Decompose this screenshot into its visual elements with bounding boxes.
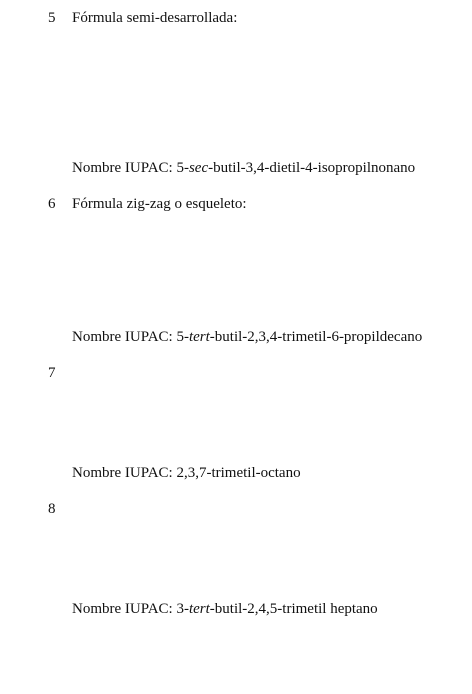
iupac-prefix: 5- [176,160,189,176]
iupac-suffix: -butil-2,4,5-trimetil heptano [209,601,378,617]
item-6-prompt: Fórmula zig-zag o esqueleto: [72,196,247,212]
iupac-suffix: -butil-2,3,4-trimetil-6-propildecano [209,329,423,345]
iupac-prefix: 5- [176,329,189,345]
iupac-prefix: 3- [176,601,189,617]
iupac-text: 2,3,7-trimetil-octano [176,465,301,481]
item-6-iupac-name [72,328,422,346]
item-6-number: 6 [48,196,56,212]
iupac-italic: sec [188,160,209,176]
iupac-italic: tert [188,329,210,345]
iupac-label: Nombre IUPAC: [72,601,177,617]
item-5-prompt: Fórmula semi-desarrollada: [72,10,238,26]
item-5-iupac-name [72,159,415,177]
item-8-number: 8 [48,501,56,517]
item-7-iupac-name [72,464,301,482]
item-5-number: 5 [48,10,56,26]
iupac-suffix: -butil-3,4-dietil-4-isopropilnonano [208,160,416,176]
iupac-italic: tert [188,601,210,617]
item-7-number: 7 [48,365,56,381]
item-8-iupac-name [72,600,378,618]
iupac-label: Nombre IUPAC: [72,160,177,176]
iupac-label: Nombre IUPAC: [72,465,177,481]
iupac-label: Nombre IUPAC: [72,329,177,345]
